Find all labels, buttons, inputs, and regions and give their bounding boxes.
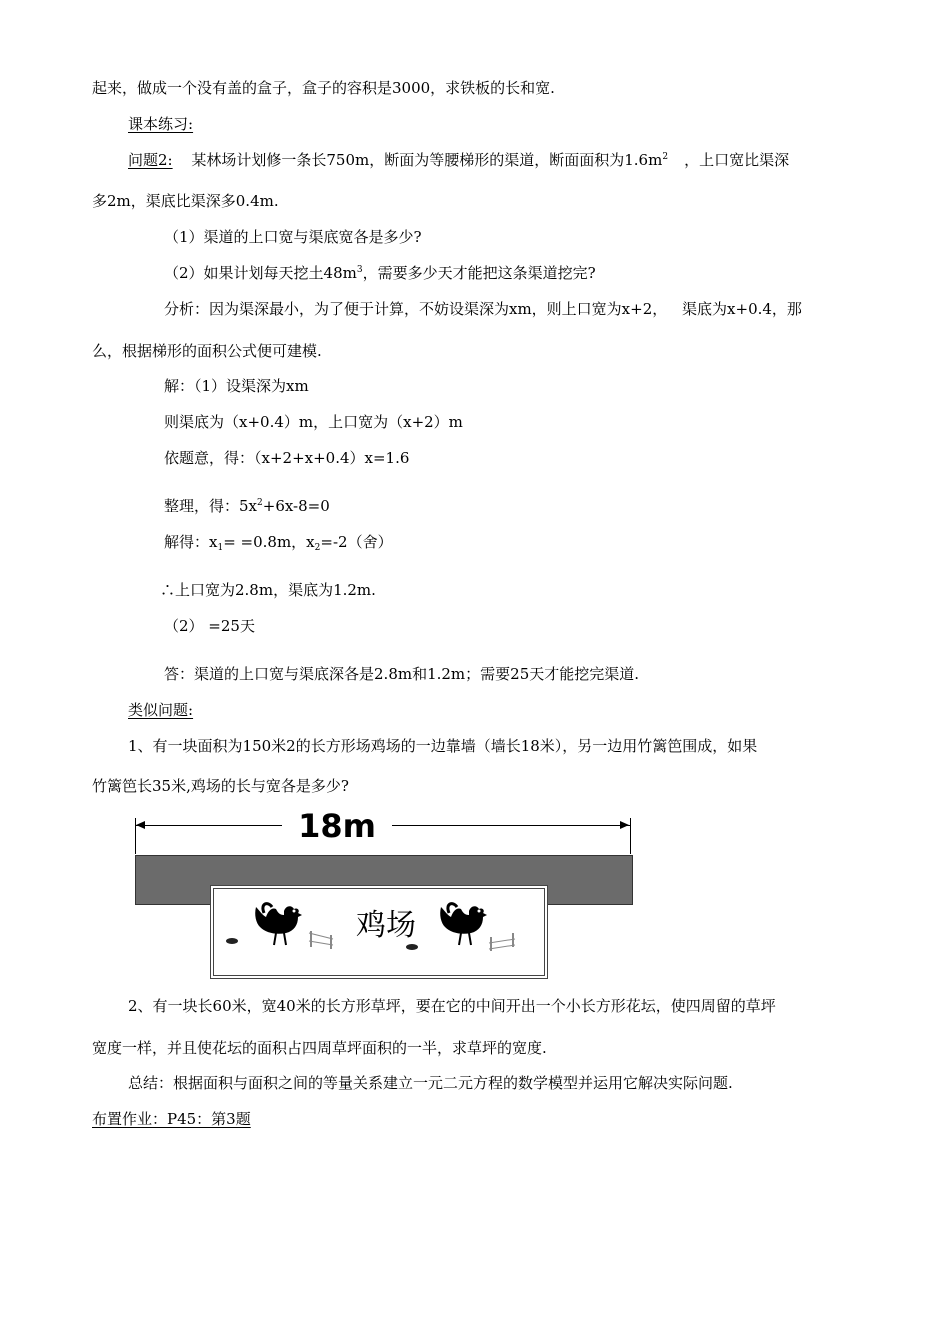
text-line: 多2m，渠底比渠深多0.4m. <box>92 192 279 210</box>
text-line: 起来，做成一个没有盖的盒子，盒子的容积是3000，求铁板的长和宽. <box>92 79 555 97</box>
chicken-yard-figure <box>132 807 636 978</box>
similar-problem-1: 1、有一块面积为150米2的长方形场鸡场的一边靠墙（墙长18米），另一边用竹篱笆围成，如果 <box>128 737 758 755</box>
superscript: 2 <box>257 498 263 508</box>
solution-text: +6x-8=0 <box>262 497 330 515</box>
dimension-tick <box>630 818 631 854</box>
section-heading-similar: 类似问题: <box>128 701 194 719</box>
problem2-text: ，上口宽比渠深 <box>684 151 790 169</box>
section-heading-textbook-practice: 课本练习: <box>128 115 194 133</box>
problem2-text: 某林场计划修一条长750m，断面为等腰梯形的渠道，断面面积为1.6m <box>191 151 663 169</box>
analysis-line <box>164 299 802 319</box>
text-line: 么，根据梯形的面积公式便可建模. <box>92 342 322 360</box>
analysis-text: 分析：因为渠深最小，为了便于计算，不妨设渠深为xm，则上口宽为x+2， <box>164 300 668 318</box>
question-2-text: ，需要多少天才能把这条渠道挖完? <box>362 264 596 282</box>
solution-text: 整理，得：5x <box>164 497 258 515</box>
subscript: 1 <box>217 543 224 553</box>
rooster-icon <box>255 904 302 945</box>
chicken-yard <box>210 885 548 979</box>
solution-line: 则渠底为（x+0.4）m，上口宽为（x+2）m <box>164 413 463 431</box>
solution-line <box>164 532 393 552</box>
food-bowl-icon <box>226 938 238 944</box>
solution-line <box>164 496 330 516</box>
food-bowl-icon <box>406 944 418 950</box>
arrow-left-icon <box>136 821 145 829</box>
solution-text: 解得：x <box>164 533 218 551</box>
similar-problem-2: 2、有一块长60米，宽40米的长方形草坪，要在它的中间开出一个小长方形花坛，使四周留的草坪 <box>128 997 776 1015</box>
superscript: 3 <box>356 265 363 275</box>
fence-icon <box>309 931 333 949</box>
analysis-text: 渠底为x+0.4，那 <box>682 300 802 318</box>
solution-text: =-2（舍） <box>320 533 393 551</box>
fence-icon <box>489 933 515 951</box>
solution-line: 依题意，得：（x+2+x+0.4）x=1.6 <box>164 449 410 467</box>
similar-problem-2-cont: 宽度一样，并且使花坛的面积占四周草坪面积的一半，求草坪的宽度. <box>92 1039 547 1057</box>
similar-problem-1-cont: 竹篱笆长35米,鸡场的长与宽各是多少? <box>92 777 349 795</box>
dimension-label: 18m <box>282 810 392 842</box>
yard-label: 鸡场 <box>356 908 416 943</box>
question-1: （1）渠道的上口宽与渠底宽各是多少? <box>164 228 422 246</box>
superscript: 2 <box>662 152 669 162</box>
solution-line: 解：（1）设渠深为xm <box>164 377 309 395</box>
problem2-line <box>128 150 789 170</box>
question-2-text: （2）如果计划每天挖土48m <box>164 264 357 282</box>
solution-line: ∴上口宽为2.8m，渠底为1.2m. <box>160 581 376 599</box>
question-2 <box>164 263 596 283</box>
subscript: 2 <box>314 543 321 553</box>
problem2-label: 问题2: <box>128 151 173 169</box>
summary-line: 总结：根据面积与面积之间的等量关系建立一元二元方程的数学模型并运用它解决实际问题. <box>128 1074 733 1092</box>
arrow-right-icon <box>620 821 629 829</box>
rooster-icon <box>440 904 487 945</box>
solution-line: （2） =25天 <box>164 617 255 635</box>
solution-text: = =0.8m，x <box>223 533 315 551</box>
homework-line: 布置作业：P45：第3题 <box>92 1110 251 1128</box>
answer-line: 答：渠道的上口宽与渠底深各是2.8m和1.2m；需要25天才能挖完渠道. <box>164 665 640 683</box>
